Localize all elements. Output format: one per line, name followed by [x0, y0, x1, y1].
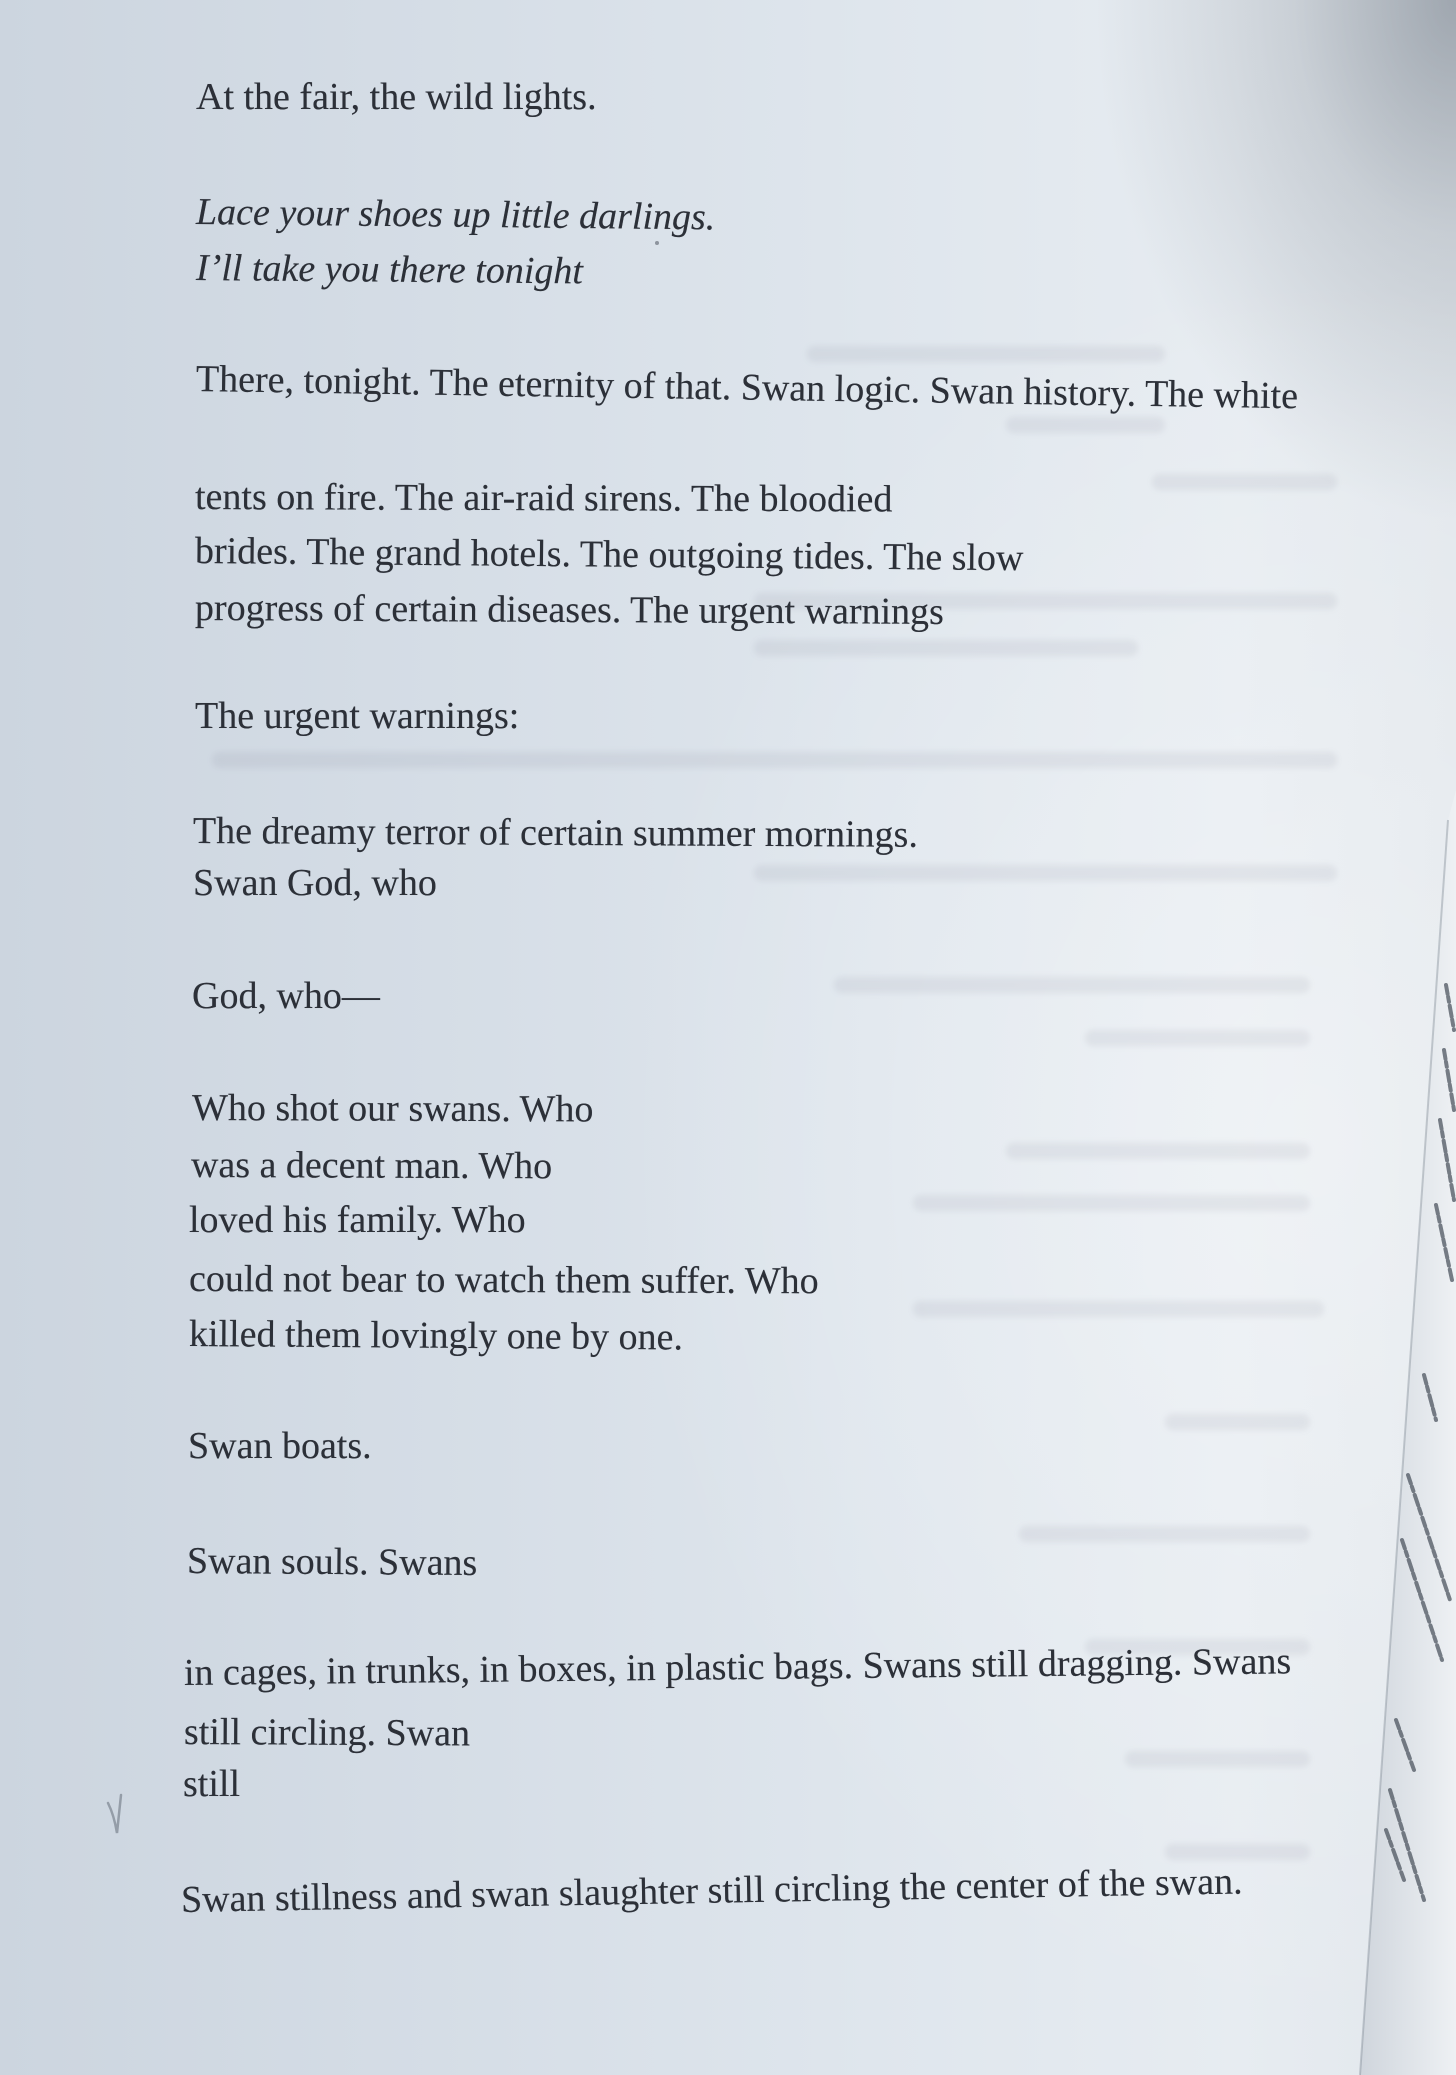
- pencil-check-mark: [108, 1795, 121, 1833]
- next-page-text-fragment: [1424, 1375, 1436, 1420]
- next-page-sliver: [1360, 790, 1456, 2075]
- poem-line: Who shot our swans. Who: [191, 1087, 594, 1131]
- next-page-text-fragment: [1446, 985, 1454, 1030]
- bleed-through-mark: [1165, 1414, 1310, 1430]
- poem-line: killed them lovingly one by one.: [188, 1313, 684, 1359]
- bleed-through-mark: [913, 1195, 1310, 1211]
- poem-line: could not bear to watch them suffer. Who: [188, 1258, 819, 1303]
- poem-line: still: [183, 1763, 241, 1805]
- bleed-through-mark: [807, 346, 1165, 362]
- poem-line: Swan souls. Swans: [186, 1540, 478, 1585]
- paper-speck: [655, 241, 659, 245]
- next-page-text-fragment: [1390, 1790, 1424, 1900]
- poem-line: loved his family. Who: [189, 1199, 526, 1241]
- page-edge-line: [1360, 820, 1448, 2075]
- poem-line: The dreamy terror of certain summer mornings.: [192, 810, 919, 856]
- poem-line: progress of certain diseases. The urgent warnings: [194, 587, 944, 633]
- poem-line-italic: Lace your shoes up little darlings.: [195, 191, 716, 239]
- next-page-text-fragment: [1408, 1475, 1450, 1600]
- poem-line-italic: I’ll take you there tonight: [195, 247, 584, 293]
- poem-line: At the fair, the wild lights.: [196, 76, 597, 118]
- next-page-text-fragment: [1436, 1205, 1452, 1280]
- poem-line: still circling. Swan: [183, 1711, 471, 1755]
- poem-line: Swan God, who: [193, 862, 437, 904]
- next-page-text-fragment: [1396, 1720, 1414, 1770]
- bleed-through-mark: [1006, 417, 1165, 433]
- next-page-text-fragments: [1386, 985, 1454, 1900]
- poem-line: Swan stillness and swan slaughter still circling the center of the swan.: [180, 1860, 1243, 1921]
- bleed-through-mark: [1085, 1030, 1310, 1046]
- bleed-through-mark: [913, 1301, 1324, 1317]
- bleed-through-mark: [754, 640, 1138, 656]
- poem-line: tents on fire. The air-raid sirens. The bloodied: [194, 476, 893, 521]
- bleed-through-mark: [1165, 1844, 1310, 1860]
- poem-line: Swan boats.: [188, 1425, 372, 1467]
- poem-line: was a decent man. Who: [190, 1144, 553, 1188]
- bleed-through-mark: [834, 977, 1310, 993]
- bleed-through-mark: [754, 865, 1337, 881]
- bleed-through-mark: [212, 752, 1337, 768]
- bleed-through-mark: [1019, 1526, 1310, 1542]
- next-page-text-fragment: [1444, 1050, 1454, 1110]
- poem-line: The urgent warnings:: [195, 695, 520, 737]
- bleed-through-mark: [1152, 474, 1337, 490]
- bleed-through-mark: [1125, 1751, 1310, 1767]
- poem-line: brides. The grand hotels. The outgoing tides. The slow: [194, 530, 1024, 580]
- poem-line: in cages, in trunks, in boxes, in plastic bags. Swans still dragging. Swans: [183, 1640, 1292, 1694]
- poem-line: God, who—: [192, 975, 380, 1017]
- poem-line: There, tonight. The eternity of that. Swan logic. Swan history. The white: [195, 358, 1299, 418]
- next-page-text-fragment: [1386, 1830, 1404, 1880]
- next-page-text-fragment: [1440, 1120, 1454, 1200]
- bleed-through-mark: [1006, 1143, 1310, 1159]
- next-page-text-fragment: [1402, 1540, 1442, 1660]
